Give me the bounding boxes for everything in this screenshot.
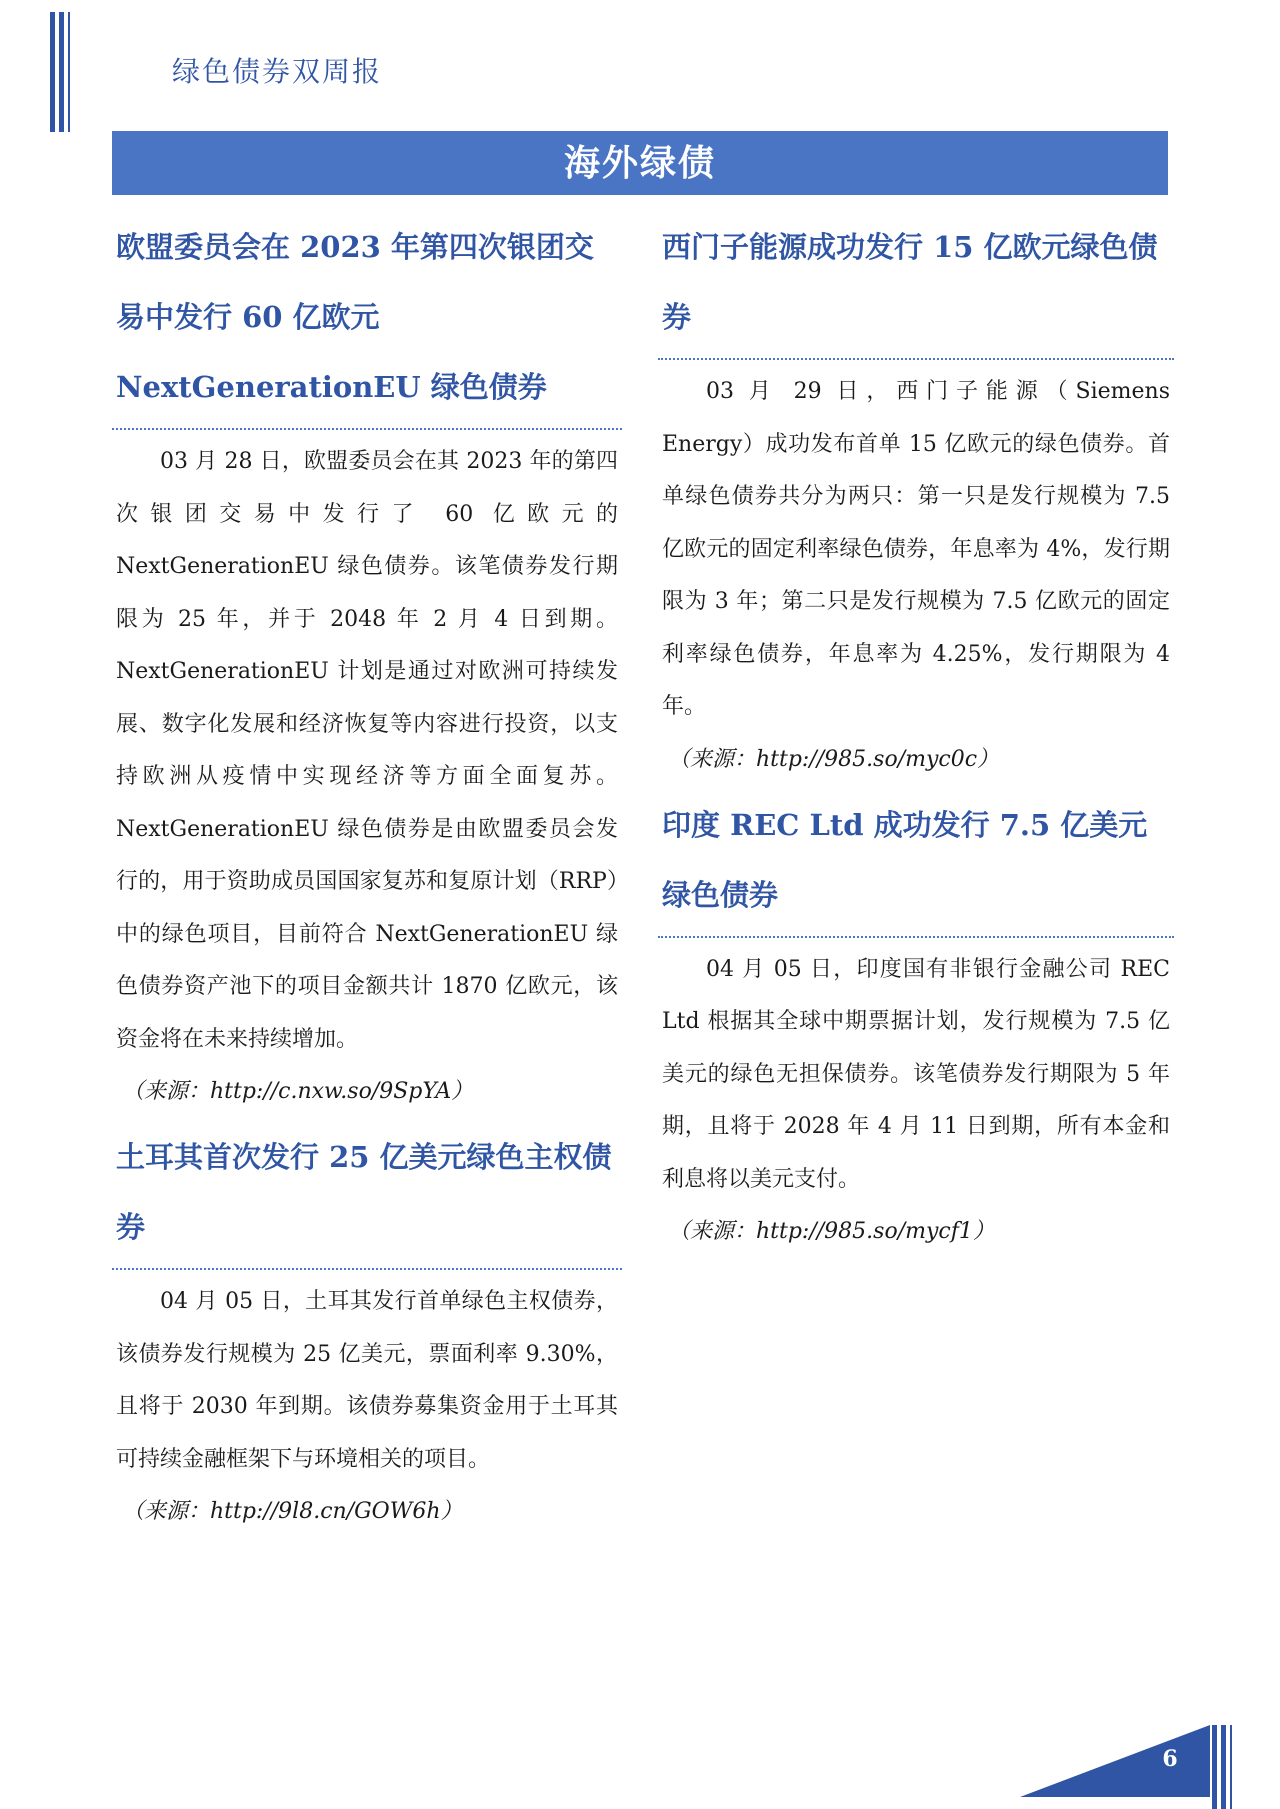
article — [116, 1122, 618, 1538]
article-title: 印度 REC Ltd 成功发行 7.5 亿美元绿色债券 — [662, 807, 1148, 912]
article-title: 欧盟委员会在 2023 年第四次银团交易中发行 60 亿欧元 NextGenerationEU 绿色债券 — [116, 230, 594, 404]
article-body: 04 月 05 日，土耳其发行首单绿色主权债券，该债券发行规模为 25 亿美元，票面利率 9.30%，且将于 2030 年到期。该债券募集资金用于土耳其可持续金融框架下与环境相关的项目。 — [116, 1289, 618, 1472]
article — [662, 212, 1170, 786]
report-title: 绿色债券双周报 — [172, 55, 383, 88]
section-banner: 海外绿债 — [112, 131, 1168, 195]
article — [116, 212, 618, 1118]
article-title: 土耳其首次发行 25 亿美元绿色主权债券 — [116, 1140, 612, 1244]
divider — [658, 358, 1174, 360]
article-body: 03 月 28 日，欧盟委员会在其 2023 年的第四次银团交易中发行了 60 亿欧元的 NextGenerationEU 绿色债券。该笔债券发行期限为 25 年，并于 2048 年 2 月 4 日到期。NextGenerationEU 计划是通过对欧洲可持续发展、数字化发展和经济恢复等内容进行投资，以支持欧洲从疫情中实现经济等方面全面复苏。NextGenerationEU 绿色债券是由欧盟委员会发行的，用于资助成员国国家复苏和复原计划（RRP）中的绿色项目，目前符合 NextGenerationEU 绿色债券资产池下的项目金额共计 1870 亿欧元，该资金将在未来持续增加。 — [116, 449, 618, 1052]
divider — [658, 936, 1174, 938]
left-column — [116, 212, 618, 1542]
article-source: （来源：http://9l8.cn/GOW6h） — [122, 1499, 463, 1524]
article-source: （来源：http://985.so/myc0c） — [668, 746, 1000, 772]
article — [662, 790, 1170, 1259]
divider — [112, 1268, 622, 1270]
article-source: （来源：http://c.nxw.so/9SpYA） — [122, 1079, 474, 1104]
article-title: 西门子能源成功发行 15 亿欧元绿色债券 — [662, 230, 1158, 334]
article-body: 03 月 29 日，西门子能源（Siemens Energy）成功发布首单 15 亿欧元的绿色债券。首单绿色债券共分为两只：第一只是发行规模为 7.5 亿欧元的固定利率绿色债券，年息率为 4%，发行期限为 3 年；第二只是发行规模为 7.5 亿欧元的固定利率绿色债券，年息率为 4.25%，发行期限为 4 年。 — [662, 379, 1170, 719]
divider — [112, 428, 622, 430]
right-column — [662, 212, 1170, 1262]
page-number: 6 — [1162, 1746, 1178, 1772]
article-source: （来源：http://985.so/mycf1） — [668, 1219, 995, 1244]
article-body: 04 月 05 日，印度国有非银行金融公司 REC Ltd 根据其全球中期票据计划，发行规模为 7.5 亿美元的绿色无担保债券。该笔债券发行期限为 5 年期，且将于 2028 年 4 月 11 日到期，所有本金和利息将以美元支付。 — [662, 956, 1170, 1192]
